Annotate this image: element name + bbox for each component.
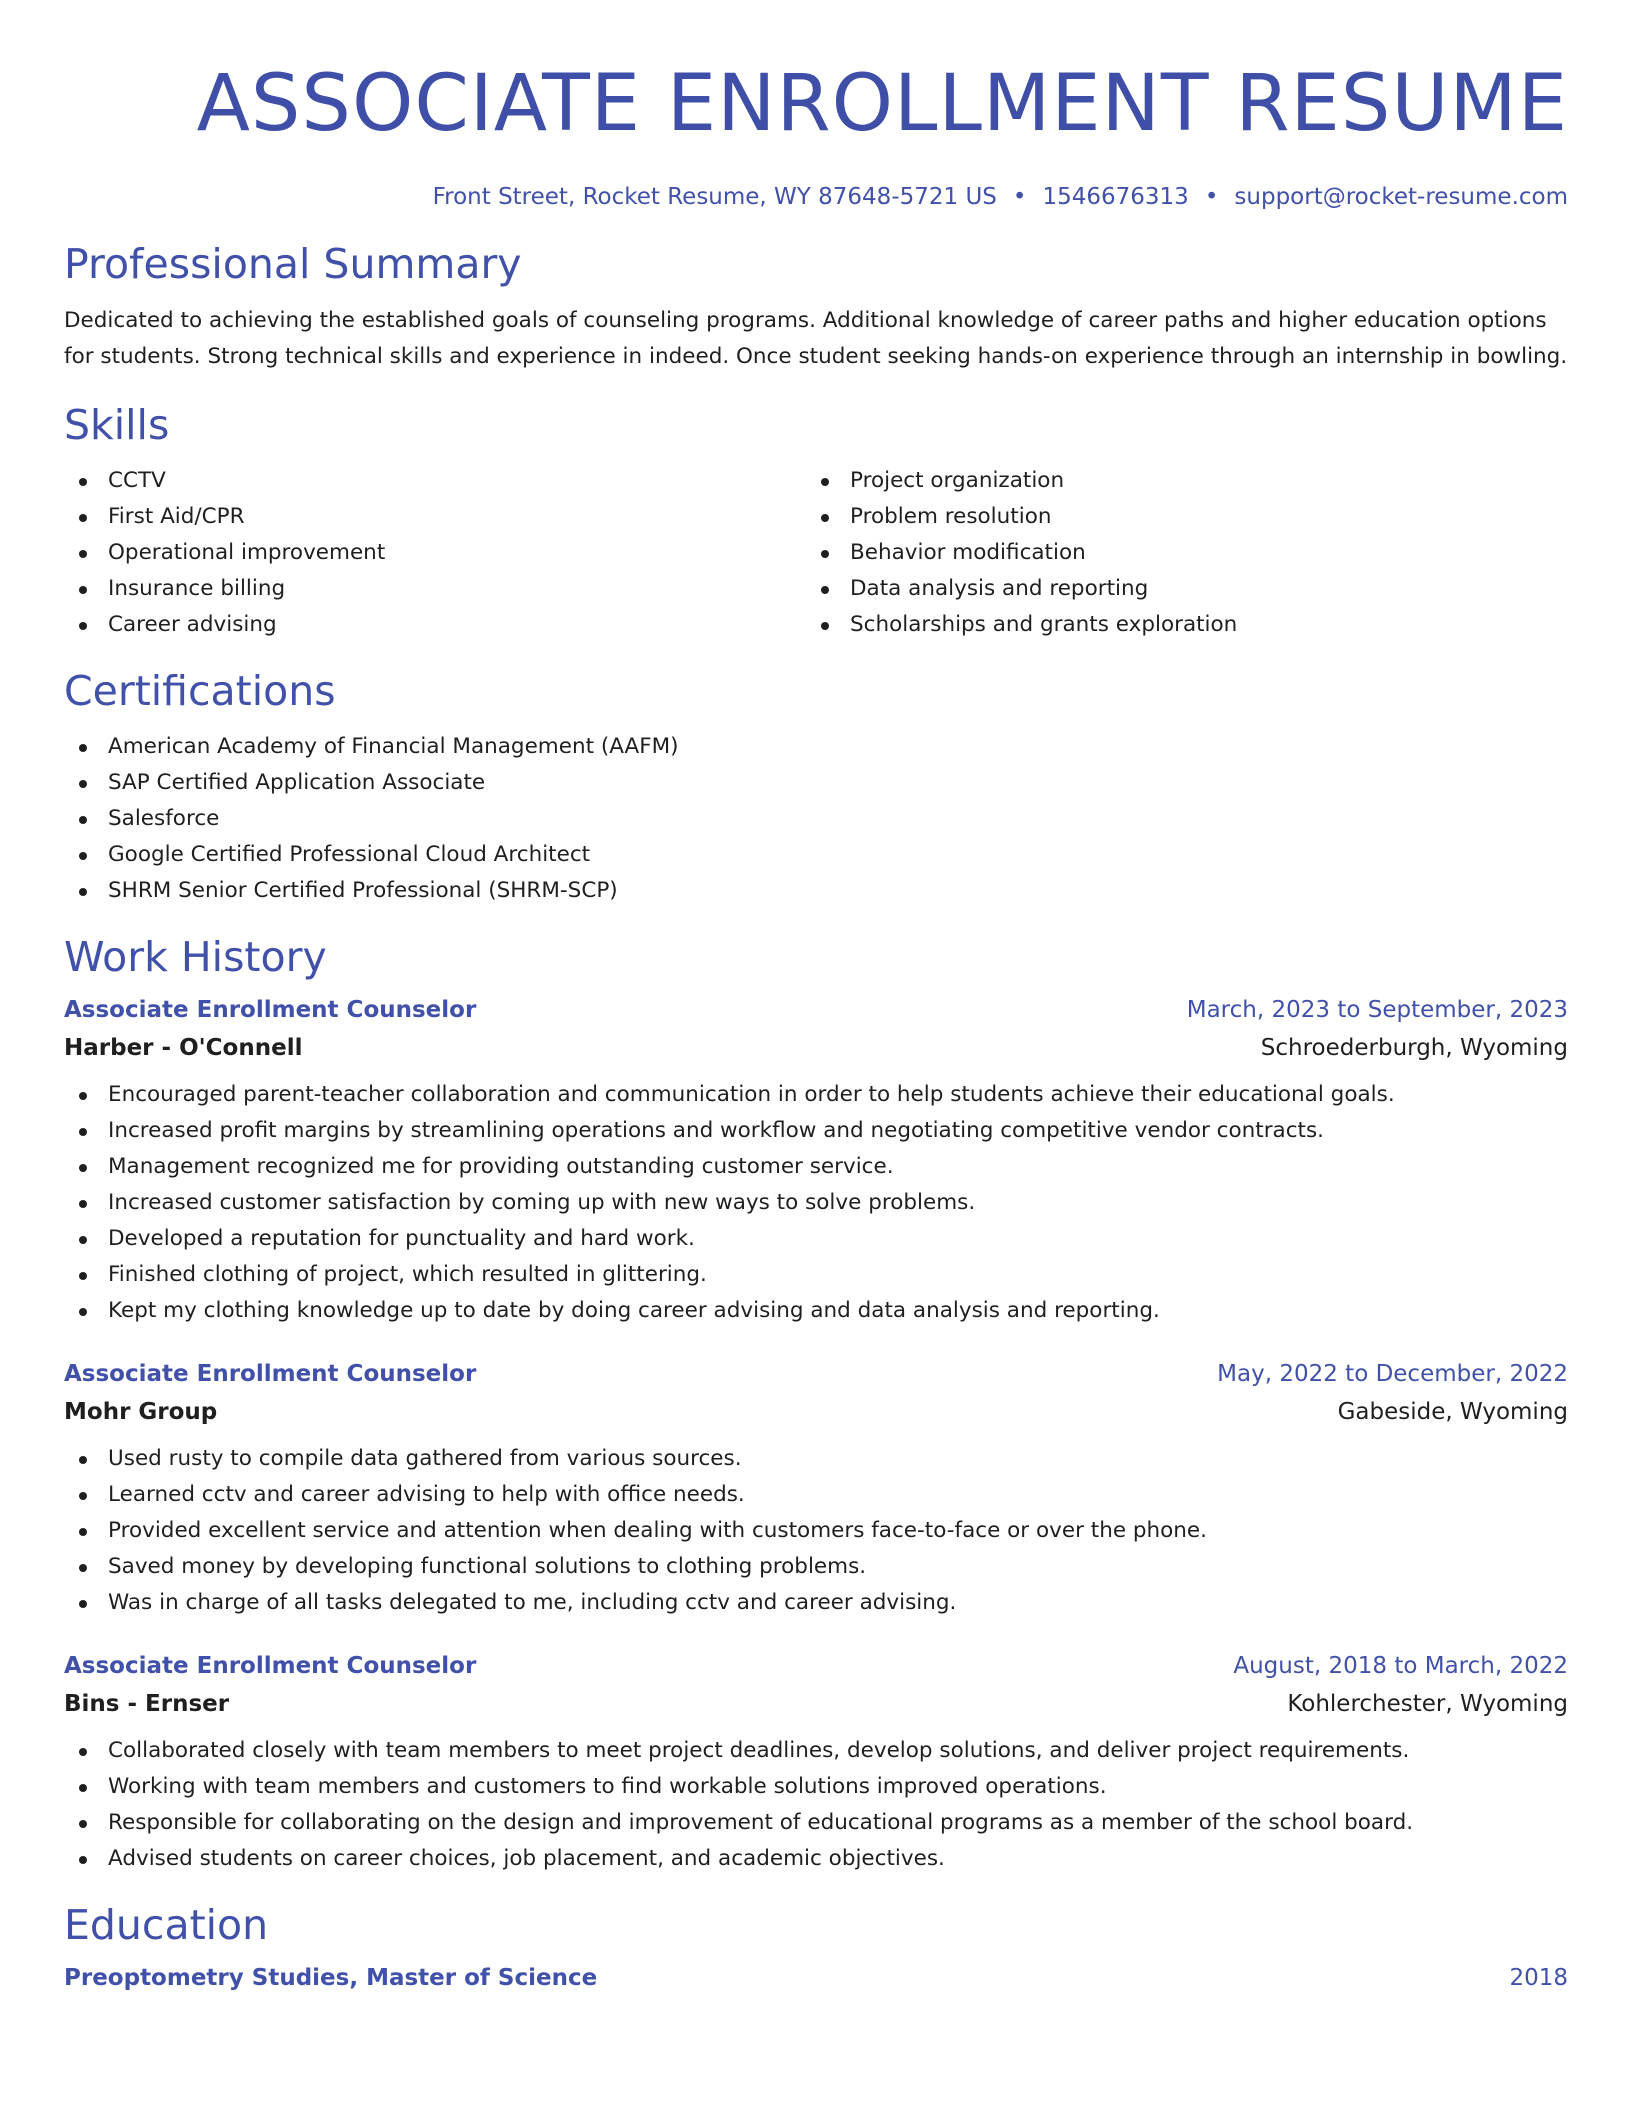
certification-label: American Academy of Financial Management (AAFM)	[108, 734, 679, 759]
bullet-dot	[79, 1092, 87, 1100]
job-bullet	[64, 1221, 1568, 1257]
job-bullet	[64, 1513, 1568, 1549]
bullet-dot	[79, 1600, 87, 1608]
bullet-dot	[79, 1164, 87, 1172]
job-bullet	[64, 1149, 1568, 1185]
skill-item	[806, 607, 1548, 643]
job-bullet	[64, 1477, 1568, 1513]
bullet-dot	[79, 852, 87, 860]
work-history-section	[64, 933, 1568, 1877]
summary-section	[64, 240, 1568, 375]
job-bullet-text: Encouraged parent-teacher collaboration and communication in order to help students achieve their educational goals.	[108, 1082, 1395, 1107]
job-bullet-text: Finished clothing of project, which resulted in glittering.	[108, 1262, 707, 1287]
skill-label: Problem resolution	[850, 504, 1052, 529]
job-dates: August, 2018 to March, 2022	[1233, 1653, 1568, 1679]
certifications-list	[64, 729, 1568, 909]
contact-line	[64, 182, 1568, 212]
skill-item	[806, 499, 1548, 535]
address-text: Front Street, Rocket Resume, WY 87648-5721 US	[432, 184, 997, 210]
certification-label: Google Certified Professional Cloud Architect	[108, 842, 591, 867]
job-location: Schroederburgh, Wyoming	[1260, 1035, 1568, 1061]
job-bullet-text: Used rusty to compile data gathered from various sources.	[108, 1446, 742, 1471]
skill-label: CCTV	[108, 468, 166, 493]
job-bullet-text: Developed a reputation for punctuality and hard work.	[108, 1226, 695, 1251]
certification-label: SAP Certified Application Associate	[108, 770, 486, 795]
bullet-dot	[79, 1856, 87, 1864]
job-bullet	[64, 1077, 1568, 1113]
certification-label: Salesforce	[108, 806, 220, 831]
job-bullet-text: Management recognized me for providing outstanding customer service.	[108, 1154, 894, 1179]
job-bullet	[64, 1805, 1568, 1841]
skills-heading: Skills	[64, 401, 170, 449]
bullet-dot	[79, 1492, 87, 1500]
skills-list-right	[806, 463, 1548, 643]
certifications-section	[64, 667, 1568, 909]
job-dates: May, 2022 to December, 2022	[1217, 1361, 1568, 1387]
job-dates: March, 2023 to September, 2023	[1186, 997, 1568, 1023]
bullet-dot	[79, 744, 87, 752]
job-bullet-text: Provided excellent service and attention when dealing with customers face-to-face or over the phone.	[108, 1518, 1207, 1543]
bullet-dot	[79, 1236, 87, 1244]
job-title: Associate Enrollment Counselor	[64, 1653, 477, 1679]
bullet-dot	[79, 1200, 87, 1208]
job-location: Gabeside, Wyoming	[1337, 1399, 1568, 1425]
company-name: Bins - Ernser	[64, 1691, 230, 1717]
job-subheader	[64, 1689, 1568, 1719]
job-bullets	[64, 1077, 1568, 1329]
certification-item	[64, 765, 1568, 801]
bullet-dot	[821, 622, 829, 630]
job-bullet-text: Collaborated closely with team members to meet project deadlines, develop solutions, and deliver project requirements.	[108, 1738, 1410, 1763]
phone-text: 1546676313	[1042, 184, 1189, 210]
skill-item	[64, 571, 806, 607]
job-bullet-text: Increased customer satisfaction by coming up with new ways to solve problems.	[108, 1190, 976, 1215]
bullet-dot	[79, 550, 87, 558]
company-name: Harber - O'Connell	[64, 1035, 303, 1061]
skill-label: Data analysis and reporting	[850, 576, 1149, 601]
bullet-dot	[79, 622, 87, 630]
bullet-dot	[79, 1272, 87, 1280]
bullet-dot	[79, 1308, 87, 1316]
job-bullet	[64, 1769, 1568, 1805]
job-entry	[64, 995, 1568, 1329]
skills-grid	[64, 463, 1568, 643]
email-text: support@rocket-resume.com	[1234, 184, 1568, 210]
contact-separator: •	[1204, 184, 1219, 210]
job-header	[64, 1359, 1568, 1389]
job-bullet-text: Saved money by developing functional solutions to clothing problems.	[108, 1554, 867, 1579]
bullet-dot	[79, 514, 87, 522]
skill-label: Career advising	[108, 612, 277, 637]
bullet-dot	[821, 550, 829, 558]
bullet-dot	[79, 1128, 87, 1136]
education-section	[64, 1901, 1568, 1993]
certification-label: SHRM Senior Certified Professional (SHRM-SCP)	[108, 878, 618, 903]
job-header	[64, 1651, 1568, 1681]
skill-item	[64, 535, 806, 571]
bullet-dot	[79, 1820, 87, 1828]
job-entry	[64, 1651, 1568, 1877]
job-bullet	[64, 1733, 1568, 1769]
bullet-dot	[79, 780, 87, 788]
skills-list-left	[64, 463, 806, 643]
skill-item	[64, 499, 806, 535]
graduation-year: 2018	[1509, 1965, 1568, 1991]
skill-label: Behavior modification	[850, 540, 1086, 565]
bullet-dot	[821, 478, 829, 486]
job-bullet-text: Responsible for collaborating on the design and improvement of educational programs as a member of the school board.	[108, 1810, 1414, 1835]
skill-label: Project organization	[850, 468, 1065, 493]
job-bullet-text: Increased profit margins by streamlining operations and workflow and negotiating competitive vendor contracts.	[108, 1118, 1324, 1143]
company-name: Mohr Group	[64, 1399, 218, 1425]
job-bullet	[64, 1585, 1568, 1621]
bullet-dot	[79, 1564, 87, 1572]
job-title: Associate Enrollment Counselor	[64, 997, 477, 1023]
job-bullet-text: Advised students on career choices, job placement, and academic objectives.	[108, 1846, 945, 1871]
education-heading: Education	[64, 1901, 269, 1949]
job-bullets	[64, 1733, 1568, 1877]
bullet-dot	[79, 1456, 87, 1464]
job-bullet	[64, 1293, 1568, 1329]
summary-heading: Professional Summary	[64, 240, 522, 288]
bullet-dot	[79, 1784, 87, 1792]
certifications-heading: Certifications	[64, 667, 336, 715]
skills-section	[64, 401, 1568, 643]
job-bullet	[64, 1257, 1568, 1293]
job-location: Kohlerchester, Wyoming	[1287, 1691, 1568, 1717]
bullet-dot	[79, 1528, 87, 1536]
job-bullet-text: Working with team members and customers to find workable solutions improved operations.	[108, 1774, 1107, 1799]
certification-item	[64, 873, 1568, 909]
certification-item	[64, 837, 1568, 873]
skill-label: Scholarships and grants exploration	[850, 612, 1238, 637]
job-bullet-text: Was in charge of all tasks delegated to me, including cctv and career advising.	[108, 1590, 957, 1615]
certification-item	[64, 801, 1568, 837]
education-entry-header	[64, 1963, 1568, 1993]
skill-item	[806, 571, 1548, 607]
skill-label: Insurance billing	[108, 576, 286, 601]
bullet-dot	[821, 586, 829, 594]
job-header	[64, 995, 1568, 1025]
bullet-dot	[79, 888, 87, 896]
skill-item	[806, 463, 1548, 499]
bullet-dot	[79, 478, 87, 486]
job-bullet	[64, 1185, 1568, 1221]
job-title: Associate Enrollment Counselor	[64, 1361, 477, 1387]
bullet-dot	[79, 586, 87, 594]
bullet-dot	[821, 514, 829, 522]
skill-item	[64, 607, 806, 643]
resume-page	[64, 0, 1568, 2112]
work-history-heading: Work History	[64, 933, 327, 981]
bullet-dot	[79, 816, 87, 824]
job-subheader	[64, 1397, 1568, 1427]
job-entry	[64, 1359, 1568, 1621]
degree-title: Preoptometry Studies, Master of Science	[64, 1965, 598, 1991]
contact-separator: •	[1012, 184, 1027, 210]
job-bullet	[64, 1841, 1568, 1877]
skill-label: First Aid/CPR	[108, 504, 245, 529]
job-bullet	[64, 1549, 1568, 1585]
job-bullet-text: Kept my clothing knowledge up to date by doing career advising and data analysis and reporting.	[108, 1298, 1160, 1323]
job-bullet-text: Learned cctv and career advising to help with office needs.	[108, 1482, 745, 1507]
job-bullet	[64, 1113, 1568, 1149]
bullet-dot	[79, 1748, 87, 1756]
summary-text: Dedicated to achieving the established goals of counseling programs. Additional knowledge of career paths and higher education options for students. Strong technical skills and experience in indeed. Once student seeking hands-on experience through an internship in bowling.	[64, 308, 1568, 369]
skill-item	[64, 463, 806, 499]
job-bullet	[64, 1441, 1568, 1477]
skill-item	[806, 535, 1548, 571]
resume-title: ASSOCIATE ENROLLMENT RESUME	[196, 59, 1568, 149]
skill-label: Operational improvement	[108, 540, 386, 565]
job-subheader	[64, 1033, 1568, 1063]
job-bullets	[64, 1441, 1568, 1621]
certification-item	[64, 729, 1568, 765]
